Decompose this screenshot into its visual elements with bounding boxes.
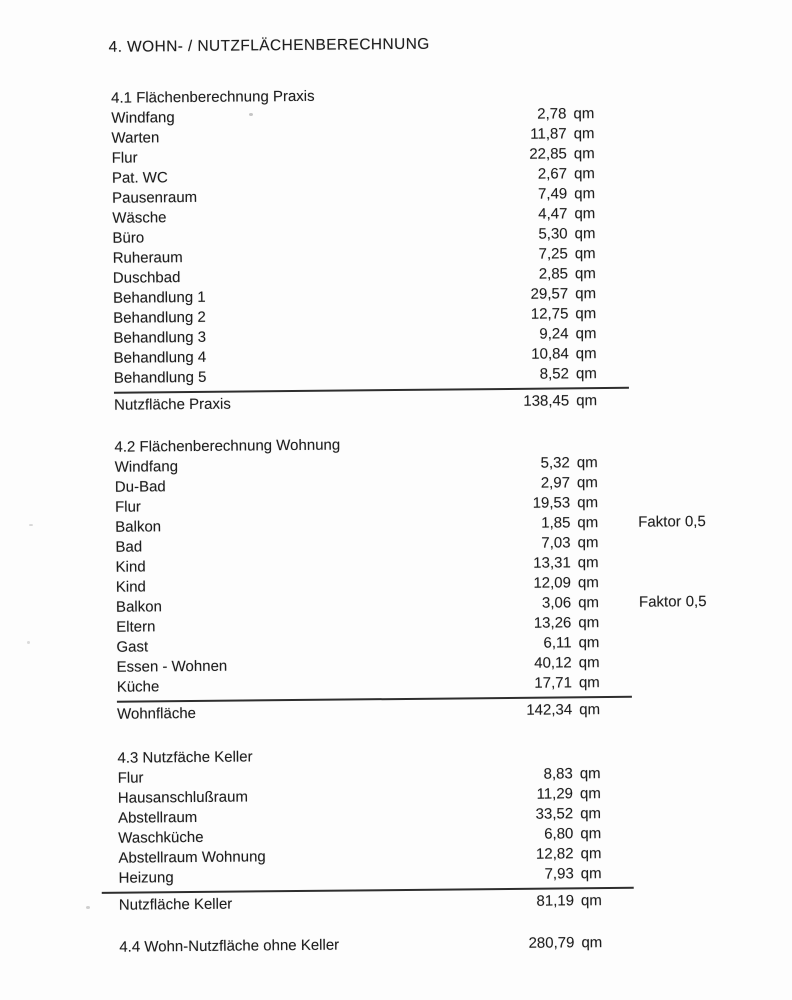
- area-cell: [464, 105, 594, 123]
- area-value: 17,71: [534, 674, 573, 692]
- area-unit: qm: [579, 785, 601, 803]
- area-value: 7,49: [537, 185, 568, 203]
- area-value: 4,47: [538, 205, 568, 223]
- room-label: Windfang: [111, 109, 175, 127]
- factor-note: [598, 466, 710, 467]
- factor-note: [596, 317, 708, 318]
- section: [0, 432, 792, 727]
- area-cell: [468, 454, 598, 472]
- total-row: [117, 697, 712, 726]
- area-unit: qm: [577, 534, 599, 552]
- factor-note: [597, 357, 709, 358]
- sections-container: [0, 83, 792, 918]
- area-cell: [467, 345, 597, 363]
- area-value: 12,75: [530, 305, 569, 323]
- total-row: [119, 888, 714, 917]
- factor-note: [595, 137, 707, 138]
- area-cell: [471, 825, 601, 843]
- factor-note: [596, 277, 708, 278]
- factor-note: [595, 217, 707, 218]
- area-value: 138,45: [523, 392, 570, 410]
- area-value: 7,03: [541, 534, 571, 552]
- factor-note: [599, 626, 711, 627]
- room-label: Bad: [115, 538, 143, 556]
- room-label: Eltern: [116, 618, 156, 636]
- summary-label: 4.4 Wohn-Nutzfläche ohne Keller: [119, 936, 340, 956]
- area-value: 12,09: [533, 574, 572, 592]
- factor-note: [599, 566, 711, 567]
- area-unit: qm: [575, 345, 597, 363]
- factor-note: [597, 377, 709, 378]
- area-unit: qm: [580, 845, 602, 863]
- area-unit: qm: [573, 145, 595, 163]
- area-cell: [469, 654, 599, 672]
- summary-value: [472, 934, 602, 952]
- area-cell: [471, 785, 601, 803]
- room-label: Flur: [111, 149, 138, 167]
- area-value: 2,78: [537, 105, 567, 123]
- area-value: 142,34: [526, 701, 573, 719]
- area-value: 11,87: [530, 125, 567, 143]
- area-cell: [465, 185, 595, 203]
- area-unit: qm: [577, 574, 599, 592]
- area-cell: [472, 865, 602, 883]
- area-unit: qm: [581, 934, 603, 952]
- area-unit: qm: [579, 765, 601, 783]
- room-label: Ruheraum: [112, 249, 183, 267]
- factor-note: [600, 686, 712, 687]
- factor-note: [596, 257, 708, 258]
- area-value: 6,11: [543, 634, 572, 652]
- factor-note: [599, 646, 711, 647]
- factor-note: [595, 237, 707, 238]
- area-value: 7,93: [544, 865, 574, 883]
- factor-note: [595, 197, 707, 198]
- area-cell: [466, 265, 596, 283]
- area-cell: [471, 845, 601, 863]
- factor-note: [601, 857, 713, 858]
- factor-note: [597, 404, 709, 405]
- area-unit: qm: [579, 701, 601, 719]
- area-cell: [469, 554, 599, 572]
- factor-note: [596, 297, 708, 298]
- section: [2, 743, 792, 918]
- area-cell: [465, 225, 595, 243]
- factor-note: [599, 586, 711, 587]
- area-unit: qm: [576, 454, 598, 472]
- area-cell: [471, 765, 601, 783]
- area-value: 40,12: [534, 654, 572, 672]
- area-unit: qm: [573, 105, 595, 123]
- area-cell: [469, 614, 599, 632]
- room-label: Behandlung 5: [113, 368, 207, 387]
- area-value: 8,83: [543, 765, 573, 783]
- area-cell: [468, 514, 598, 532]
- factor-note: [601, 797, 713, 798]
- area-value: 9,24: [539, 325, 569, 343]
- area-unit: qm: [574, 265, 596, 283]
- area-value: 2,67: [537, 165, 568, 183]
- area-unit: qm: [577, 554, 599, 572]
- area-value: 29,57: [530, 285, 569, 303]
- area-unit: qm: [580, 892, 602, 910]
- area-value: 33,52: [535, 805, 574, 823]
- section-heading: 4.3 Nutzfäche Keller: [117, 748, 253, 767]
- total-cell: [470, 701, 600, 719]
- total-cell: [472, 892, 602, 910]
- area-unit: qm: [573, 165, 595, 183]
- area-cell: [466, 305, 596, 323]
- room-label: Behandlung 3: [113, 328, 207, 347]
- area-value: 6,80: [544, 825, 574, 843]
- area-unit: qm: [575, 285, 597, 303]
- room-label: Behandlung 2: [113, 308, 206, 327]
- area-unit: qm: [573, 125, 595, 143]
- factor-note: [601, 817, 713, 818]
- room-label: Balkon: [115, 518, 162, 536]
- scan-speck: [29, 524, 33, 526]
- scan-speck: [249, 113, 253, 116]
- factor-note: [601, 777, 713, 778]
- summary-note: [602, 946, 714, 947]
- room-label: Kind: [115, 558, 146, 576]
- area-cell: [468, 474, 598, 492]
- area-unit: qm: [574, 185, 596, 203]
- area-cell: [469, 574, 599, 592]
- section-rows: [111, 104, 709, 390]
- section-rows: [115, 453, 712, 699]
- scan-speck: [27, 641, 30, 644]
- total-label: Wohnfläche: [116, 704, 197, 723]
- room-label: Essen - Wohnen: [116, 657, 228, 676]
- area-value: 10,84: [531, 345, 569, 363]
- area-unit: qm: [574, 245, 596, 263]
- area-cell: [466, 325, 596, 343]
- area-value: 2,85: [538, 265, 569, 283]
- section-heading: 4.2 Flächenberechnung Wohnung: [114, 436, 341, 456]
- room-label: Abstellraum: [117, 808, 198, 827]
- area-value: 22,85: [529, 145, 567, 163]
- room-label: Pausenraum: [112, 188, 198, 207]
- area-unit: qm: [575, 305, 597, 323]
- room-label: Heizung: [118, 869, 174, 887]
- area-cell: [466, 285, 596, 303]
- room-label: Flur: [114, 498, 141, 516]
- area-cell: [468, 494, 598, 512]
- factor-note: [595, 177, 707, 178]
- factor-note: [601, 837, 713, 838]
- factor-note: [594, 117, 706, 118]
- area-cell: [468, 534, 598, 552]
- room-label: Gast: [116, 638, 149, 656]
- area-unit: qm: [575, 325, 597, 343]
- area-value: 19,53: [532, 494, 571, 512]
- area-unit: qm: [577, 494, 599, 512]
- total-cell: [467, 392, 597, 410]
- room-label: Warten: [111, 129, 160, 147]
- area-value: 5,30: [538, 225, 568, 243]
- area-value: 7,25: [538, 245, 568, 263]
- area-value: 3,06: [541, 594, 572, 612]
- area-unit: qm: [576, 474, 598, 492]
- section: [0, 83, 791, 418]
- area-value: 2,97: [540, 474, 571, 492]
- room-label: Abstellraum Wohnung: [118, 848, 266, 867]
- area-cell: [471, 805, 601, 823]
- area-value: 13,31: [533, 554, 571, 572]
- area-unit: qm: [576, 392, 598, 410]
- area-cell: [469, 634, 599, 652]
- area-value: 13,26: [533, 614, 572, 632]
- factor-note: [595, 157, 707, 158]
- area-unit: qm: [580, 825, 602, 843]
- section-heading: 4.1 Flächenberechnung Praxis: [111, 87, 315, 107]
- room-label: Pat. WC: [111, 169, 168, 187]
- area-value: 280,79: [528, 934, 575, 952]
- area-value: 8,52: [539, 365, 570, 383]
- factor-note: Faktor 0,5: [638, 513, 706, 531]
- factor-note: Faktor 0,5: [638, 593, 707, 611]
- area-unit: qm: [578, 594, 600, 612]
- room-label: Balkon: [115, 598, 162, 616]
- area-cell: [465, 145, 595, 163]
- room-label: Windfang: [114, 458, 179, 476]
- room-label: Duschbad: [112, 269, 181, 287]
- area-cell: [470, 674, 600, 692]
- summary-row: [119, 933, 714, 959]
- scan-speck: [86, 906, 90, 909]
- area-value: 11,29: [536, 785, 574, 803]
- area-unit: qm: [578, 634, 600, 652]
- area-cell: [465, 205, 595, 223]
- area-unit: qm: [574, 205, 596, 223]
- area-unit: qm: [578, 614, 600, 632]
- section-rows: [118, 764, 714, 890]
- total-row: [114, 388, 709, 417]
- total-label: Nutzfläche Praxis: [113, 395, 231, 414]
- area-cell: [466, 245, 596, 263]
- room-label: Flur: [117, 769, 144, 787]
- area-cell: [465, 165, 595, 183]
- area-value: 12,82: [535, 845, 574, 863]
- room-label: Behandlung 4: [113, 348, 207, 367]
- area-cell: [467, 365, 597, 383]
- factor-note: [602, 877, 714, 878]
- room-label: Küche: [116, 678, 160, 696]
- area-unit: qm: [574, 225, 596, 243]
- area-value: 5,32: [540, 454, 570, 472]
- total-label: Nutzfläche Keller: [118, 895, 233, 914]
- area-unit: qm: [578, 654, 600, 672]
- room-label: Wäsche: [112, 209, 167, 227]
- area-unit: qm: [580, 805, 602, 823]
- room-label: Büro: [112, 229, 145, 247]
- room-label: Waschküche: [118, 828, 204, 847]
- factor-note: [600, 713, 712, 714]
- area-value: 1,85: [541, 514, 571, 532]
- factor-note: [598, 546, 710, 547]
- factor-note: [596, 337, 708, 338]
- area-value: 81,19: [536, 892, 575, 910]
- room-label: Behandlung 1: [112, 288, 206, 307]
- area-cell: [469, 594, 599, 612]
- area-cell: [464, 125, 594, 143]
- factor-note: [598, 506, 710, 507]
- room-label: Kind: [115, 578, 146, 596]
- area-unit: qm: [575, 365, 597, 383]
- area-unit: qm: [578, 674, 600, 692]
- area-unit: qm: [577, 514, 599, 532]
- room-label: Hausanschlußraum: [117, 788, 248, 807]
- factor-note: [598, 486, 710, 487]
- factor-note: [600, 666, 712, 667]
- factor-note: [602, 904, 714, 905]
- page-title: 4. WOHN- / NUTZFLÄCHENBERECHNUNG: [108, 35, 430, 56]
- area-unit: qm: [580, 865, 602, 883]
- room-label: Du-Bad: [114, 478, 166, 496]
